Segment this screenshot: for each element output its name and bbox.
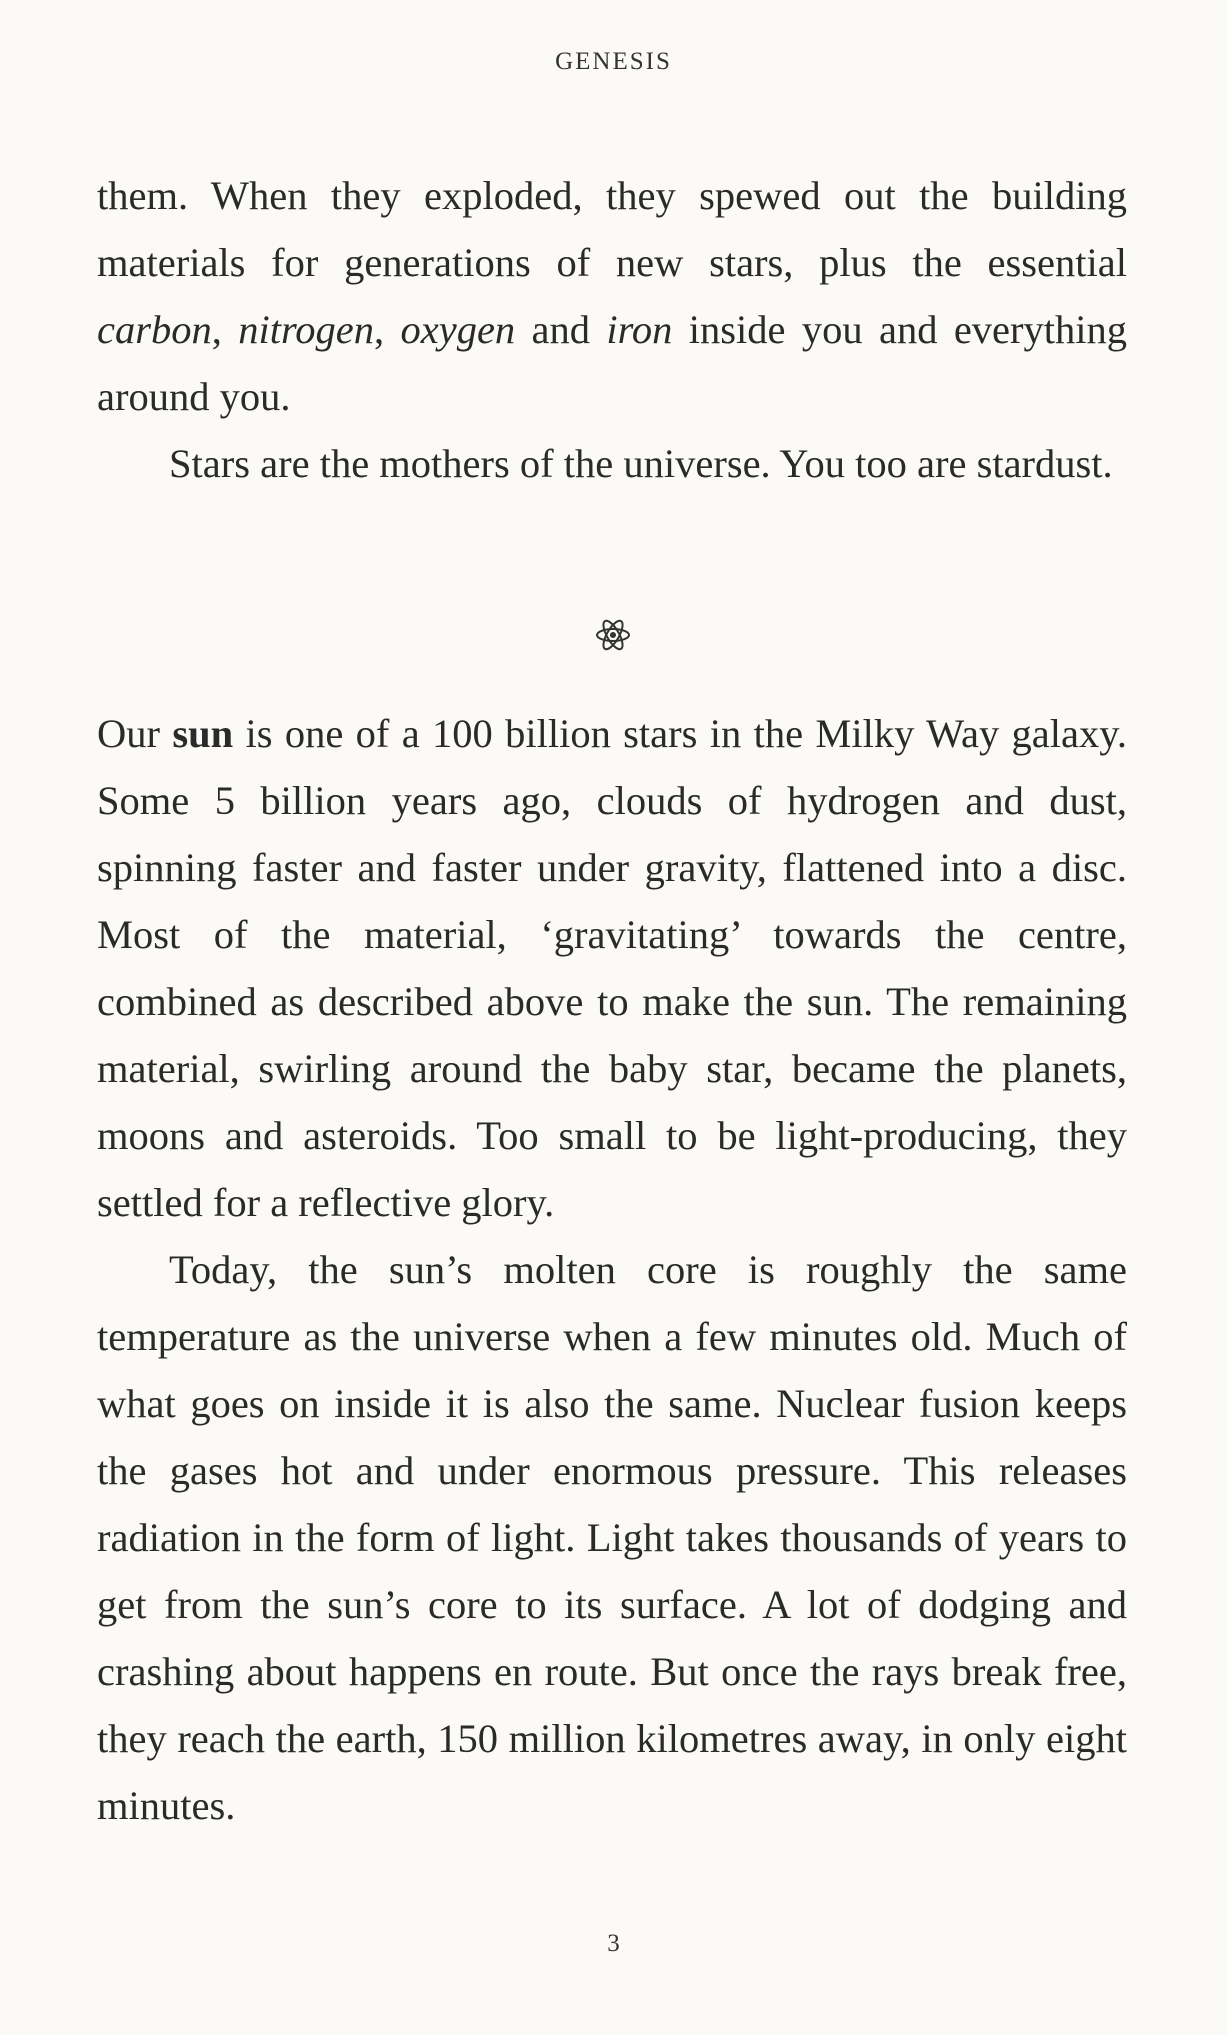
paragraph [97, 162, 1127, 430]
italic-term-nitrogen: nitrogen [238, 307, 374, 352]
text-run: Our [97, 711, 173, 756]
bold-term-sun: sun [172, 711, 234, 756]
text-run: is one of a 100 billion stars in the Milky Way galaxy. Some 5 billion years ago, clouds of hydrogen and dust, spinning faster and faster under gravity, flattened into a disc. Most of the material, ‘gravitating’ towards the centre, combined as described above to make the sun. The remaining material, swirling around the baby star, became the planets, moons and asteroids. Too small to be light-producing, they settled for a reflective glory. [97, 711, 1127, 1225]
page-number: 3 [607, 1930, 620, 1957]
text-run: inside you and everything around you. [97, 307, 1128, 419]
text-section-1 [97, 162, 1127, 497]
text-run: , [374, 307, 401, 352]
text-run: , [211, 307, 239, 352]
text-section-2 [97, 700, 1127, 1839]
paragraph [97, 700, 1127, 1236]
running-head: GENESIS [555, 48, 672, 75]
italic-term-iron: iron [606, 307, 673, 352]
italic-term-carbon: carbon [97, 307, 212, 352]
paragraph: Stars are the mothers of the universe. You too are stardust. [169, 441, 1113, 486]
italic-term-oxygen: oxygen [400, 307, 516, 352]
text-run: them. When they exploded, they spewed out the building materials for generations of new stars, plus the essential [97, 173, 1127, 285]
paragraph: Today, the sun’s molten core is roughly the same temperature as the universe when a few minutes old. Much of what goes on inside it is also the same. Nuclear fusion keeps the gases hot and under enormous pressure. This releases radiation in the form of light. Light takes thousands of years to get from the sun’s core to its surface. A lot of dodging and crashing about happens en route. But once the rays break free, they reach the earth, 150 million kilometres away, in only eight minutes. [97, 1247, 1127, 1828]
atom-ornament-icon [593, 615, 633, 655]
text-run: and [515, 307, 607, 352]
